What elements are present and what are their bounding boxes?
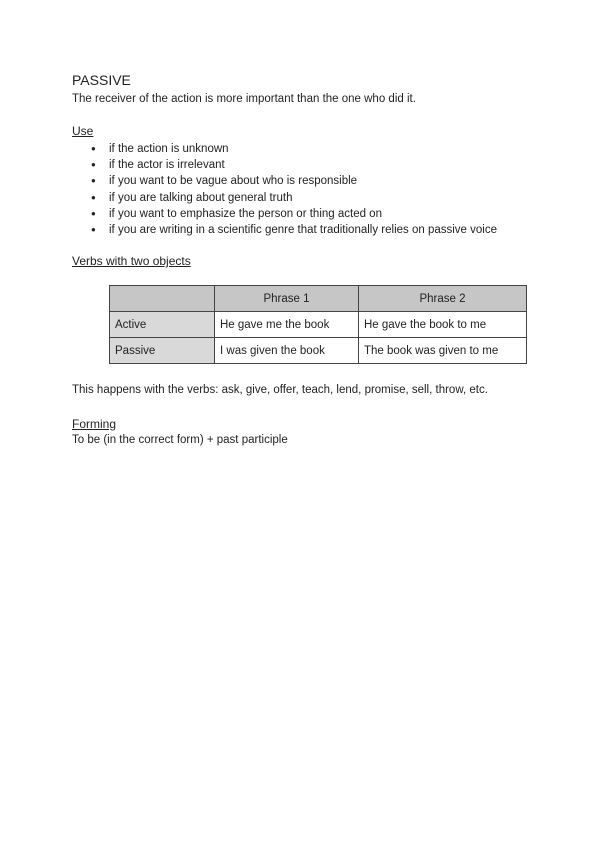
- table-header-row: [110, 286, 527, 312]
- list-item-text: if the action is unknown: [109, 143, 229, 155]
- table-header-cell: Phrase 2: [359, 286, 527, 312]
- bullet-icon: ●: [91, 208, 96, 218]
- page-title: PASSIVE: [72, 72, 131, 88]
- table-cell: The book was given to me: [359, 338, 527, 364]
- verbs-table: [109, 285, 527, 364]
- bullet-icon: ●: [91, 160, 96, 170]
- list-item-text: if the actor is irrelevant: [109, 159, 225, 172]
- bullet-icon: ●: [91, 144, 96, 153]
- list-item: [72, 190, 497, 206]
- table-cell: He gave the book to me: [359, 312, 527, 338]
- table-header-cell: [110, 286, 215, 312]
- table-row-label: Active: [110, 312, 215, 338]
- list-item: [72, 141, 497, 157]
- list-item: [72, 222, 497, 238]
- forming-text: To be (in the correct form) + past participle: [72, 434, 288, 446]
- forming-heading: Forming: [72, 417, 117, 431]
- bullet-icon: ●: [91, 176, 96, 186]
- list-item-text: if you are talking about general truth: [109, 191, 293, 204]
- verbs-heading: Verbs with two objects: [72, 254, 191, 268]
- bullet-icon: ●: [91, 224, 96, 234]
- table-row: [110, 312, 527, 338]
- list-item: [72, 157, 497, 173]
- list-item-text: if you want to be vague about who is responsible: [109, 175, 358, 188]
- table-cell: He gave me the book: [215, 312, 359, 338]
- list-item-text: if you are writing in a scientific genre that traditionally relies on passive voice: [109, 223, 497, 236]
- table-row: [110, 338, 527, 364]
- table-header-cell: Phrase 1: [215, 286, 359, 312]
- list-item: [72, 206, 497, 222]
- list-item: [72, 173, 497, 189]
- list-item-text: if you want to emphasize the person or thing acted on: [109, 207, 382, 220]
- table-cell: I was given the book: [215, 338, 359, 364]
- use-heading: Use: [72, 124, 94, 138]
- use-list: [72, 141, 497, 238]
- intro-text: The receiver of the action is more important than the one who did it.: [72, 93, 416, 105]
- verbs-note: This happens with the verbs: ask, give, offer, teach, lend, promise, sell, throw, etc.: [72, 384, 488, 396]
- bullet-icon: ●: [91, 192, 96, 202]
- table-row-label: Passive: [110, 338, 215, 364]
